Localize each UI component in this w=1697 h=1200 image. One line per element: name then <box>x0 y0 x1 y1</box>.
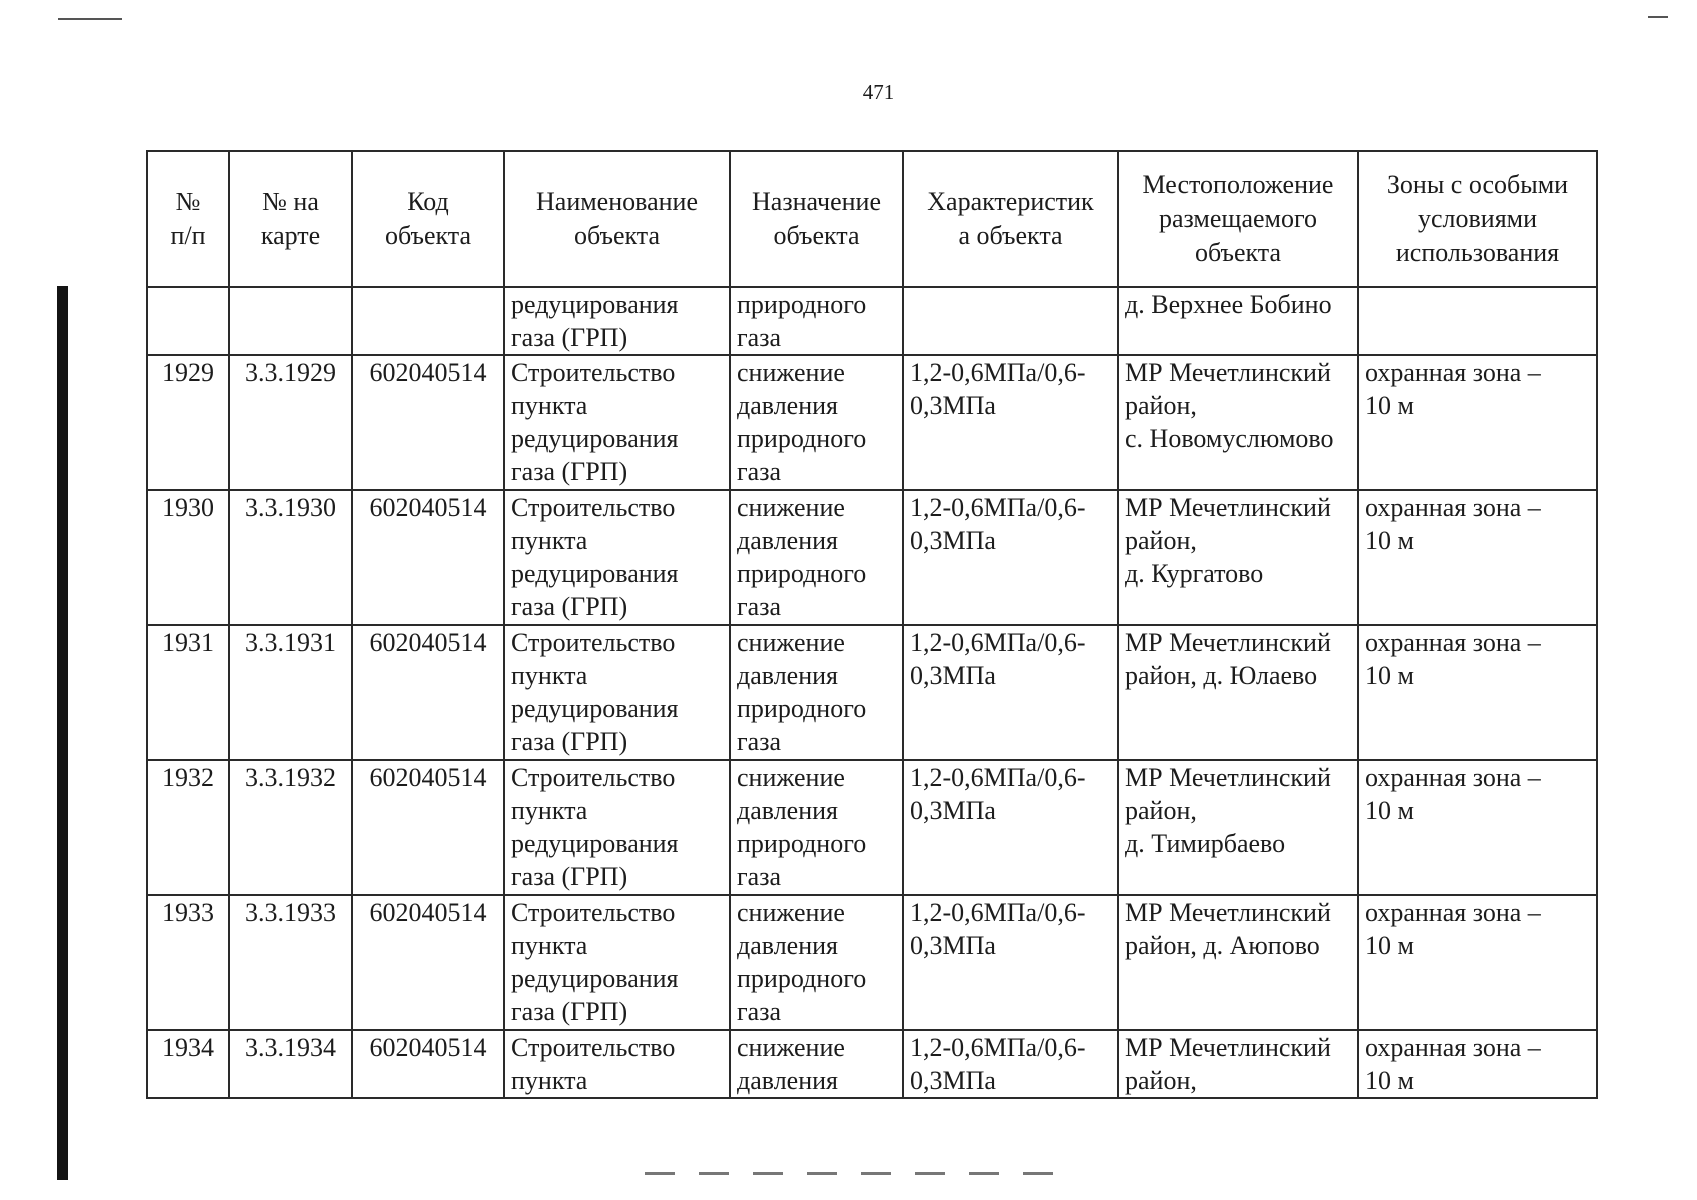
cell-location: МР Мечетлинский район, д. Тимирбаево <box>1118 760 1358 895</box>
cell-name: Строительство пункта редуцирования газа (ГРП) <box>504 760 730 895</box>
header-num: № п/п <box>147 151 229 287</box>
header-object-purpose: Назначение объекта <box>730 151 903 287</box>
cell-name: Строительство пункта редуцирования газа (ГРП) <box>504 625 730 760</box>
cell-map-num: 3.3.1930 <box>229 490 352 625</box>
cell-zone: охранная зона – 10 м <box>1358 355 1597 490</box>
cell-purpose: природного газа <box>730 287 903 355</box>
cell-characteristic <box>903 287 1118 355</box>
header-object-location: Местоположение размещаемого объекта <box>1118 151 1358 287</box>
cell-characteristic: 1,2-0,6МПа/0,6- 0,3МПа <box>903 490 1118 625</box>
cell-name: Строительство пункта редуцирования газа (ГРП) <box>504 895 730 1030</box>
cell-zone: охранная зона – 10 м <box>1358 1030 1597 1098</box>
table-row-continuation <box>147 287 1597 355</box>
cell-map-num: 3.3.1933 <box>229 895 352 1030</box>
cell-purpose: снижение давления природного газа <box>730 355 903 490</box>
cell-characteristic: 1,2-0,6МПа/0,6- 0,3МПа <box>903 760 1118 895</box>
cell-code: 602040514 <box>352 760 504 895</box>
cell-num: 1929 <box>147 355 229 490</box>
cell-name: Строительство пункта редуцирования газа (ГРП) <box>504 490 730 625</box>
cell-name: редуцирования газа (ГРП) <box>504 287 730 355</box>
page-number: 471 <box>862 80 895 104</box>
cell-zone: охранная зона – 10 м <box>1358 895 1597 1030</box>
cell-purpose: снижение давления <box>730 1030 903 1098</box>
header-object-name: Наименование объекта <box>504 151 730 287</box>
cell-location: МР Мечетлинский район, д. Юлаево <box>1118 625 1358 760</box>
cell-map-num <box>229 287 352 355</box>
scan-artifact-dashes <box>645 1172 1055 1175</box>
cell-map-num: 3.3.1931 <box>229 625 352 760</box>
table-row <box>147 625 1597 760</box>
cell-characteristic: 1,2-0,6МПа/0,6- 0,3МПа <box>903 895 1118 1030</box>
cell-purpose: снижение давления природного газа <box>730 490 903 625</box>
table-row <box>147 355 1597 490</box>
cell-location: МР Мечетлинский район, с. Новомуслюмово <box>1118 355 1358 490</box>
cell-map-num: 3.3.1929 <box>229 355 352 490</box>
cell-num <box>147 287 229 355</box>
table-header-row <box>147 151 1597 287</box>
header-object-characteristic: Характеристик а объекта <box>903 151 1118 287</box>
scan-artifact-line <box>1648 16 1668 18</box>
cell-characteristic: 1,2-0,6МПа/0,6- 0,3МПа <box>903 355 1118 490</box>
cell-code: 602040514 <box>352 355 504 490</box>
cell-location: МР Мечетлинский район, <box>1118 1030 1358 1098</box>
cell-location: МР Мечетлинский район, д. Аюпово <box>1118 895 1358 1030</box>
cell-name: Строительство пункта <box>504 1030 730 1098</box>
cell-purpose: снижение давления природного газа <box>730 895 903 1030</box>
header-map-num: № на карте <box>229 151 352 287</box>
cell-zone: охранная зона – 10 м <box>1358 760 1597 895</box>
cell-code: 602040514 <box>352 895 504 1030</box>
cell-num: 1932 <box>147 760 229 895</box>
cell-zone <box>1358 287 1597 355</box>
cell-num: 1933 <box>147 895 229 1030</box>
cell-code: 602040514 <box>352 490 504 625</box>
cell-code <box>352 287 504 355</box>
table-row <box>147 490 1597 625</box>
cell-code: 602040514 <box>352 1030 504 1098</box>
header-special-zones: Зоны с особыми условиями использования <box>1358 151 1597 287</box>
cell-purpose: снижение давления природного газа <box>730 625 903 760</box>
scan-artifact-line <box>58 18 122 20</box>
cell-map-num: 3.3.1934 <box>229 1030 352 1098</box>
objects-table <box>146 150 1598 1099</box>
cell-num: 1930 <box>147 490 229 625</box>
cell-num: 1931 <box>147 625 229 760</box>
cell-code: 602040514 <box>352 625 504 760</box>
scan-artifact-binding-edge <box>57 286 68 1180</box>
cell-zone: охранная зона – 10 м <box>1358 490 1597 625</box>
cell-num: 1934 <box>147 1030 229 1098</box>
cell-map-num: 3.3.1932 <box>229 760 352 895</box>
cell-zone: охранная зона – 10 м <box>1358 625 1597 760</box>
cell-characteristic: 1,2-0,6МПа/0,6- 0,3МПа <box>903 625 1118 760</box>
table-row <box>147 895 1597 1030</box>
cell-location: д. Верхнее Бобино <box>1118 287 1358 355</box>
table-row <box>147 760 1597 895</box>
cell-purpose: снижение давления природного газа <box>730 760 903 895</box>
cell-location: МР Мечетлинский район, д. Кургатово <box>1118 490 1358 625</box>
cell-characteristic: 1,2-0,6МПа/0,6- 0,3МПа <box>903 1030 1118 1098</box>
table-row <box>147 1030 1597 1098</box>
cell-name: Строительство пункта редуцирования газа (ГРП) <box>504 355 730 490</box>
header-object-code: Код объекта <box>352 151 504 287</box>
